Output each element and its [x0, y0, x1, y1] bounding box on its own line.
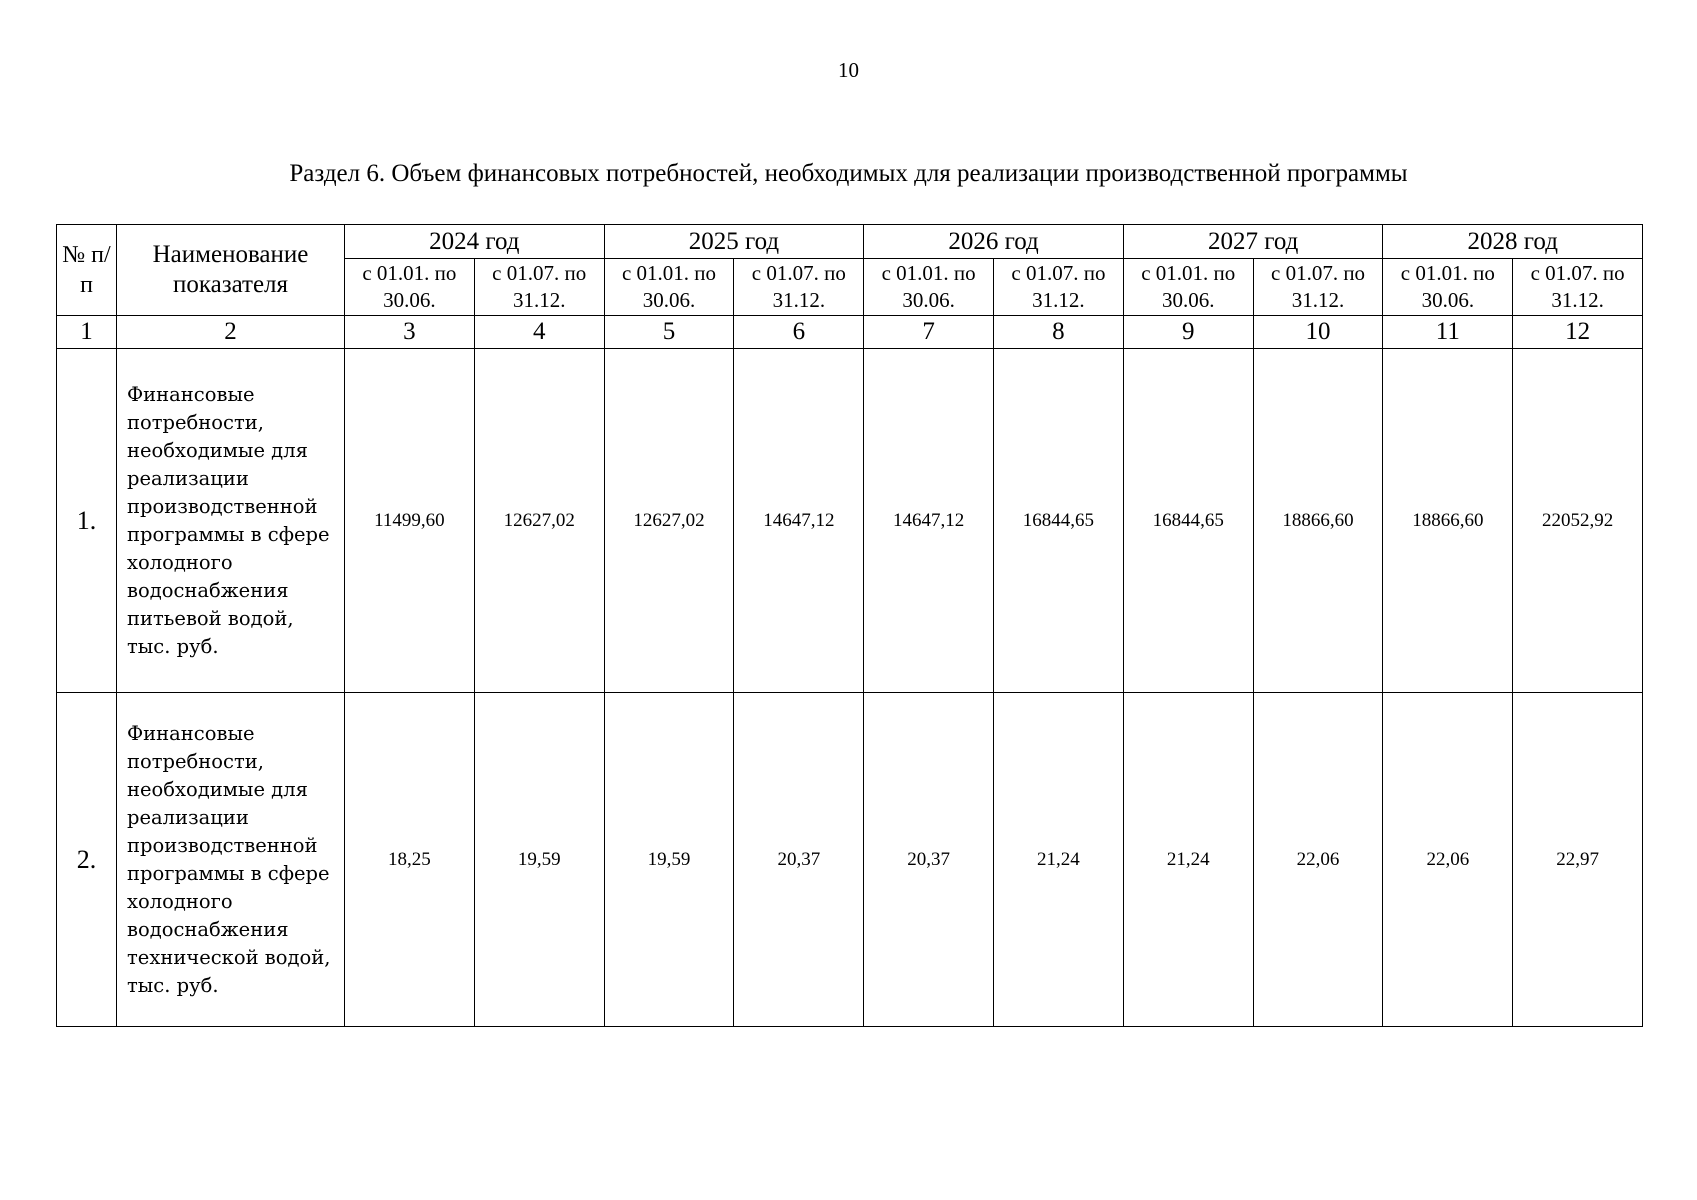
row-value: 22,06 — [1253, 693, 1383, 1027]
row-value: 14647,12 — [734, 349, 864, 693]
column-number: 3 — [345, 316, 475, 349]
section-title: Раздел 6. Объем финансовых потребностей, необходимых для реализации производственной программы — [289, 160, 1408, 187]
column-number: 8 — [994, 316, 1124, 349]
row-value: 22,06 — [1383, 693, 1513, 1027]
header-row-years — [57, 225, 1643, 259]
page-number: 10 — [838, 58, 859, 82]
column-number: 4 — [474, 316, 604, 349]
row-value: 18,25 — [345, 693, 475, 1027]
row-value: 20,37 — [734, 693, 864, 1027]
header-period-second: с 01.07. по 31.12. — [734, 259, 864, 316]
row-number: 2. — [57, 693, 117, 1027]
header-no: № п/п — [57, 225, 117, 316]
header-period-first: с 01.01. по 30.06. — [604, 259, 734, 316]
row-value: 20,37 — [864, 693, 994, 1027]
financial-needs-table — [56, 224, 1643, 1027]
header-period-second: с 01.07. по 31.12. — [994, 259, 1124, 316]
table-row — [57, 693, 1643, 1027]
column-number: 1 — [57, 316, 117, 349]
row-value: 16844,65 — [994, 349, 1124, 693]
row-value: 21,24 — [1123, 693, 1253, 1027]
header-year-2024: 2024 год — [345, 225, 605, 259]
row-value: 12627,02 — [604, 349, 734, 693]
header-year-2028: 2028 год — [1383, 225, 1643, 259]
header-period-first: с 01.01. по 30.06. — [1123, 259, 1253, 316]
row-value: 12627,02 — [474, 349, 604, 693]
row-number: 1. — [57, 349, 117, 693]
header-period-second: с 01.07. по 31.12. — [1253, 259, 1383, 316]
row-indicator-name: Финансовые потребности, необходимые для реализации производственной программы в сфере холодного водоснабжения технической водой, тыс. руб. — [117, 693, 345, 1027]
row-value: 18866,60 — [1383, 349, 1513, 693]
row-value: 14647,12 — [864, 349, 994, 693]
row-value: 22052,92 — [1513, 349, 1643, 693]
row-value: 22,97 — [1513, 693, 1643, 1027]
column-number: 11 — [1383, 316, 1513, 349]
column-number-row — [57, 316, 1643, 349]
header-period-first: с 01.01. по 30.06. — [1383, 259, 1513, 316]
row-value: 16844,65 — [1123, 349, 1253, 693]
row-value: 19,59 — [474, 693, 604, 1027]
header-period-first: с 01.01. по 30.06. — [345, 259, 475, 316]
table-row — [57, 349, 1643, 693]
row-indicator-name: Финансовые потребности, необходимые для реализации производственной программы в сфере холодного водоснабжения питьевой водой, тыс. руб. — [117, 349, 345, 693]
column-number: 7 — [864, 316, 994, 349]
header-year-2026: 2026 год — [864, 225, 1124, 259]
header-period-first: с 01.01. по 30.06. — [864, 259, 994, 316]
row-value: 11499,60 — [345, 349, 475, 693]
header-period-second: с 01.07. по 31.12. — [474, 259, 604, 316]
row-value: 19,59 — [604, 693, 734, 1027]
column-number: 5 — [604, 316, 734, 349]
column-number: 2 — [117, 316, 345, 349]
header-year-2025: 2025 год — [604, 225, 864, 259]
column-number: 9 — [1123, 316, 1253, 349]
column-number: 10 — [1253, 316, 1383, 349]
row-value: 21,24 — [994, 693, 1124, 1027]
column-number: 6 — [734, 316, 864, 349]
header-year-2027: 2027 год — [1123, 225, 1383, 259]
header-name: Наименование показателя — [117, 225, 345, 316]
header-period-second: с 01.07. по 31.12. — [1513, 259, 1643, 316]
row-value: 18866,60 — [1253, 349, 1383, 693]
column-number: 12 — [1513, 316, 1643, 349]
